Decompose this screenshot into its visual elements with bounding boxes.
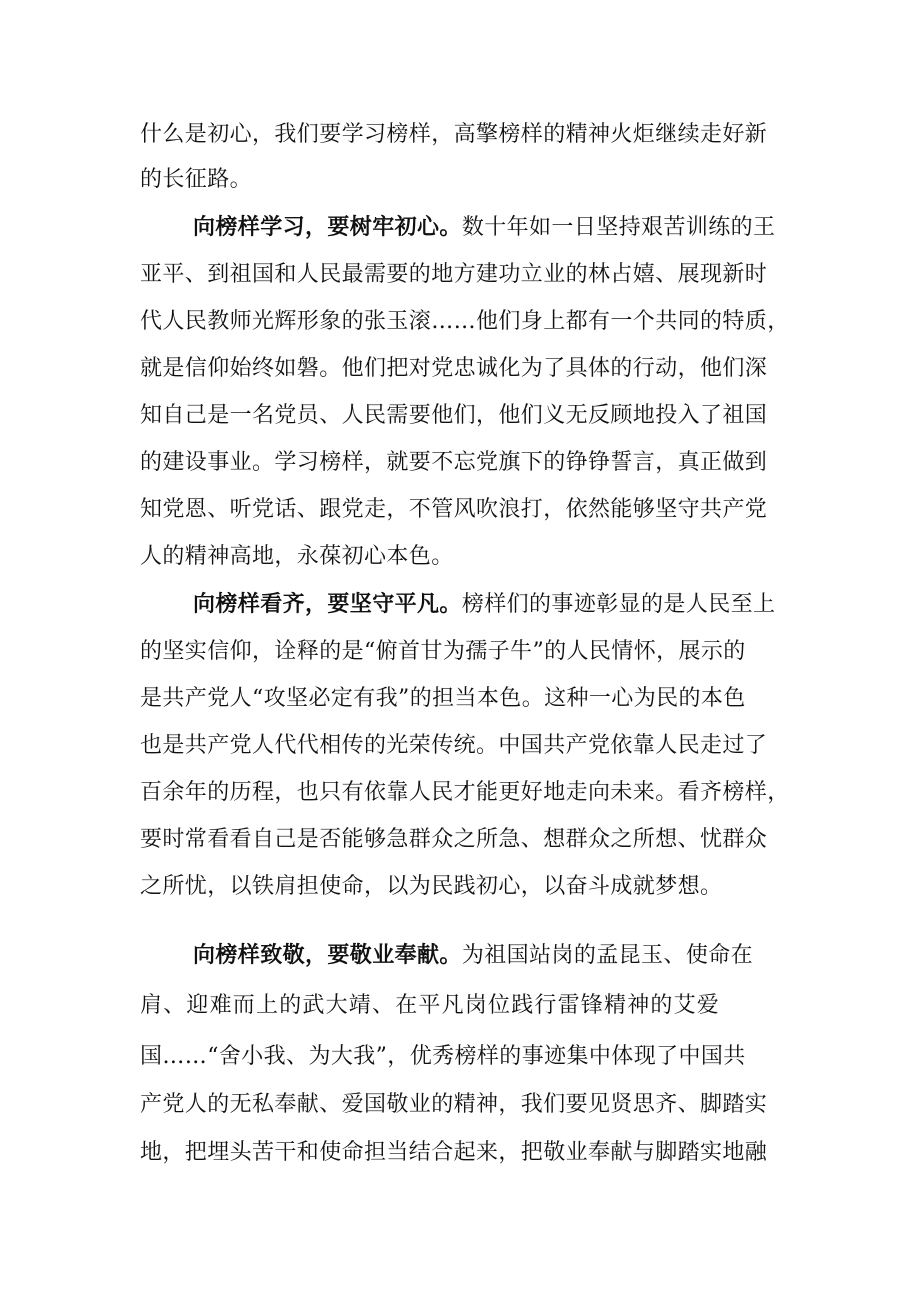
text-line: 就是信仰始终如磐。他们把对党忠诚化为了具体的行动，他们深 [140,356,768,381]
text-line: 代人民教师光辉形象的张玉滚……他们身上都有一个共同的特质， [140,309,790,334]
text-line: 的坚实信仰，诠释的是“俯首甘为孺子牛”的人民情怀，展示的 [140,639,746,664]
paragraph-first-line [193,590,775,620]
paragraph-lead-heading: 向榜样致敬，要敬业奉献。 [193,943,462,968]
text-line: 百余年的历程，也只有依靠人民才能更好地走向未来。看齐榜样， [140,780,790,805]
text-line: 的建设事业。学习榜样，就要不忘党旗下的铮铮誓言，真正做到 [140,450,768,475]
text-line: 要时常看看自己是否能够急群众之所急、想群众之所想、忧群众 [140,827,768,852]
paragraph-lead-heading: 向榜样学习，要树牢初心。 [193,215,462,240]
text-line: 的长征路。 [140,167,253,192]
paragraph-first-line [193,941,753,971]
paragraph-text: 榜样们的事迹彰显的是人民至上 [461,592,776,617]
text-line: 人的精神高地，永葆初心本色。 [140,544,454,569]
text-line: 之所忧，以铁肩担使命，以为民践初心，以奋斗成就梦想。 [140,874,723,899]
paragraph-first-line [193,213,775,243]
paragraph-text: 数十年如一日坚持艰苦训练的王 [461,215,776,240]
paragraph-lead-heading: 向榜样看齐，要坚守平凡。 [193,592,462,617]
text-line: 国……“舍小我、为大我”，优秀榜样的事迹集中体现了中国共 [140,1044,746,1069]
text-line: 什么是初心，我们要学习榜样，高擎榜样的精神火炬继续走好新 [140,122,768,147]
text-line: 地，把埋头苦干和使命担当结合起来，把敬业奉献与脚踏实地融 [140,1140,768,1165]
text-line: 亚平、到祖国和人民最需要的地方建功立业的林占嬉、展现新时 [140,262,768,287]
text-line: 知自己是一名党员、人民需要他们，他们义无反顾地投入了祖国 [140,403,768,428]
text-line: 肩、迎难而上的武大靖、在平凡岗位践行雷锋精神的艾爱 [140,993,721,1018]
text-line: 是共产党人“攻坚必定有我”的担当本色。这种一心为民的本色 [140,686,746,711]
text-line: 产党人的无私奉献、爱国敬业的精神，我们要见贤思齐、脚踏实 [140,1092,768,1117]
paragraph-text: 为祖国站岗的孟昆玉、使命在 [461,943,754,968]
text-line: 也是共产党人代代相传的光荣传统。中国共产党依靠人民走过了 [140,733,768,758]
text-line: 知党恩、听党话、跟党走，不管风吹浪打，依然能够坚守共产党 [140,497,768,522]
